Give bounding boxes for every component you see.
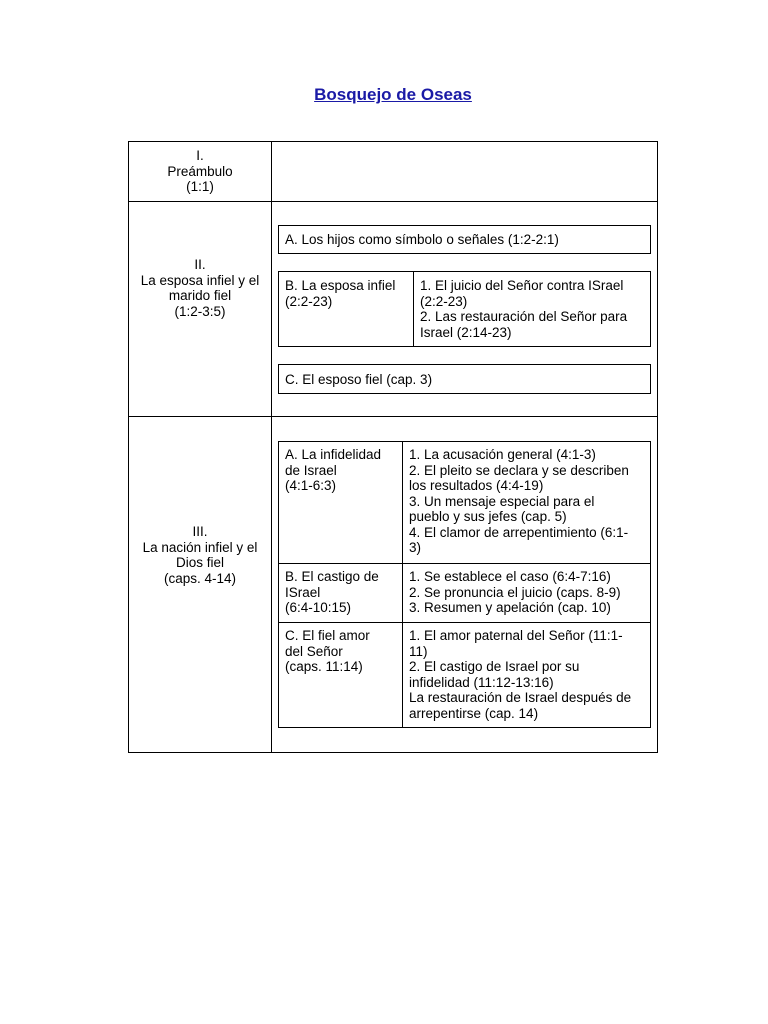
section-3-subpoint-a-label-line: (4:1-6:3) xyxy=(285,478,337,493)
section-3-subpoint-c-label-line: del Señor xyxy=(285,643,343,659)
section-3-subpoint-b-detail-line: 3. Resumen y apelación (cap. 10) xyxy=(409,600,611,615)
section-2-title-line-2: marido fiel xyxy=(168,288,232,303)
section-2-subpoint-a-text: A. Los hijos como símbolo o señales (1:2-2:1) xyxy=(285,232,559,247)
section-3-subpoint-b-label xyxy=(279,569,385,616)
section-1-reference: (1:1) xyxy=(186,179,214,194)
section-2-subpoint-a xyxy=(278,225,651,254)
section-3-title-line-2: Dios fiel xyxy=(175,555,224,570)
section-3-subpoint-a-label-line: de Israel xyxy=(285,462,337,478)
section-2-subpoint-b-detail-line: (2:2-23) xyxy=(420,293,468,309)
section-3-subpoint-a-detail-line: los resultados (4:4-19) xyxy=(409,478,544,493)
section-3-subpoint-b-detail-line: 2. Se pronuncia el juicio (caps. 8-9) xyxy=(409,584,621,600)
subpoints-row-divider xyxy=(279,622,650,623)
section-3-subpoint-b-label-line: (6:4-10:15) xyxy=(285,600,352,615)
section-3-subpoint-c-detail-line: 2. El castigo de Israel por su xyxy=(409,659,580,674)
section-2-subpoint-b-label-line: (2:2-23) xyxy=(285,293,333,309)
section-3-subpoint-c-detail-line: La restauración de Israel después de xyxy=(409,690,632,705)
section-3-subpoint-b-detail-line: 1. Se establece el caso (6:4-7:16) xyxy=(409,569,611,584)
section-2-heading xyxy=(129,257,271,319)
section-2-subpoint-b-detail-line: 1. El juicio del Señor contra ISrael xyxy=(420,278,624,293)
row-divider xyxy=(128,416,657,417)
section-3-subpoint-a-detail-line: 2. El pleito se declara y se describen xyxy=(409,462,629,478)
section-2-subpoint-b-detail-line: 2. Las restauración del Señor para xyxy=(420,309,628,324)
section-2-number: II. xyxy=(194,257,206,272)
section-3-subpoint-b-label-line: B. El castigo de xyxy=(285,569,379,584)
section-3-subpoint-a-details xyxy=(403,447,635,556)
column-divider xyxy=(271,141,272,752)
section-3-subpoint-a-detail-line: 3) xyxy=(409,540,422,555)
section-3-subpoint-c-detail-line: arrepentirse (cap. 14) xyxy=(409,705,539,721)
section-2-subpoint-b-label-line: B. La esposa infiel xyxy=(285,278,396,293)
section-3-subpoint-a-detail-line: 1. La acusación general (4:1-3) xyxy=(409,447,596,462)
section-3-subpoint-a-detail-line: pueblo y sus jefes (cap. 5) xyxy=(409,509,567,524)
section-3-heading xyxy=(129,524,271,586)
section-1-number: I. xyxy=(196,148,204,163)
section-3-number: III. xyxy=(192,524,208,539)
section-1-title: Preámbulo xyxy=(167,163,233,179)
section-3-subpoint-a-label xyxy=(279,447,387,494)
section-2-subpoint-c-text: C. El esposo fiel (cap. 3) xyxy=(285,372,433,387)
section-3-subpoint-a-label-line: A. La infidelidad xyxy=(285,447,382,462)
section-2-subpoint-c xyxy=(278,364,651,394)
section-3-subpoint-c-detail-line: 11) xyxy=(409,643,428,659)
section-3-subpoints-table xyxy=(278,441,651,728)
section-1-heading xyxy=(129,148,271,195)
section-3-title-line-1: La nación infiel y el xyxy=(142,539,258,555)
section-3-subpoint-c-label-line: C. El fiel amor xyxy=(285,628,370,643)
section-3-subpoint-c-detail-line: infidelidad (11:12-13:16) xyxy=(409,674,554,690)
section-3-subpoint-c-details xyxy=(403,628,637,721)
section-3-subpoint-c-label-line: (caps. 11:14) xyxy=(285,659,363,674)
section-3-subpoint-b-label-line: ISrael xyxy=(285,584,321,600)
section-3-subpoint-b-details xyxy=(403,569,627,616)
section-2-reference: (1:2-3:5) xyxy=(174,303,226,319)
section-3-subpoint-a-detail-line: 3. Un mensaje especial para el xyxy=(409,493,595,509)
section-3-subpoint-c-label xyxy=(279,628,376,675)
section-2-subpoint-b-label xyxy=(279,278,401,309)
section-2-subpoint-b-detail-line: Israel (2:14-23) xyxy=(420,324,512,340)
subpoints-row-divider xyxy=(279,563,650,564)
section-3-subpoint-c-detail-line: 1. El amor paternal del Señor (11:1- xyxy=(409,628,623,643)
section-2-title-line-1: La esposa infiel y el xyxy=(140,272,260,288)
page-title: Bosquejo de Oseas xyxy=(314,85,472,104)
section-2-subpoint-b xyxy=(278,271,651,347)
section-2-subpoint-b-details xyxy=(414,278,633,340)
section-3-subpoint-a-detail-line: 4. El clamor de arrepentimiento (6:1- xyxy=(409,524,629,540)
section-3-reference: (caps. 4-14) xyxy=(163,570,237,586)
row-divider xyxy=(128,201,657,202)
